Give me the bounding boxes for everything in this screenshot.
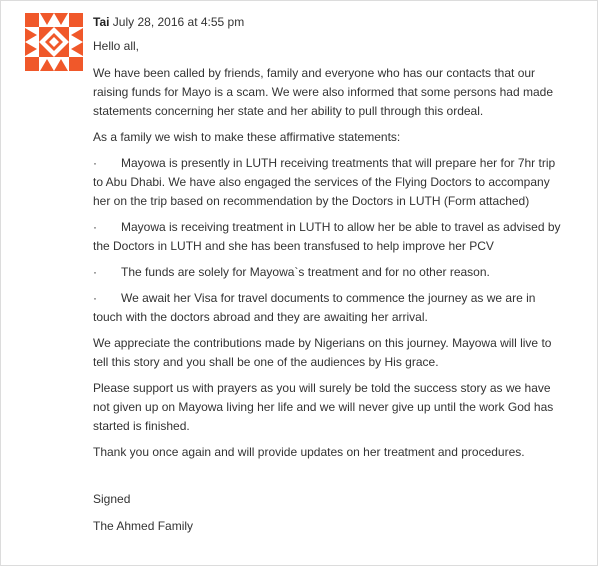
comment-body bbox=[93, 37, 563, 462]
comment bbox=[93, 13, 563, 544]
bullet-marker: · bbox=[93, 156, 97, 170]
paragraph: We appreciate the contributions made by Nigerians on this journey. Mayowa will live to tell this story and you shall be one of the audiences by His grace. bbox=[93, 336, 552, 369]
bullet-text: Mayowa is receiving treatment in LUTH to allow her be able to travel as advised by the Doctors in LUTH and she has been transfused to help improve her PCV bbox=[93, 220, 561, 253]
comment-author[interactable]: Tai bbox=[93, 15, 110, 29]
bullet-text: We await her Visa for travel documents to commence the journey as we are in touch with the doctors abroad and they are awaiting her arrival. bbox=[93, 291, 536, 324]
greeting: Hello all, bbox=[93, 39, 140, 53]
signature: The Ahmed Family bbox=[93, 519, 194, 533]
signoff bbox=[93, 490, 563, 536]
paragraph: Thank you once again and will provide updates on her treatment and procedures. bbox=[93, 445, 525, 459]
bullet-marker: · bbox=[93, 220, 97, 234]
bullet-text: The funds are solely for Mayowa`s treatment and for no other reason. bbox=[121, 265, 490, 279]
comment-date[interactable]: July 28, 2016 at 4:55 pm bbox=[112, 15, 245, 29]
signed-label: Signed bbox=[93, 492, 131, 506]
bullet-item bbox=[93, 289, 563, 327]
comment-meta bbox=[93, 13, 563, 32]
paragraph: We have been called by friends, family and everyone who has our contacts that our raising funds for Mayo is a scam. We were also informed that some persons had made statements concerning her state and her ability to pull through this ordeal. bbox=[93, 66, 553, 118]
bullet-marker: · bbox=[93, 291, 97, 305]
bullet-item bbox=[93, 263, 563, 282]
paragraph: Please support us with prayers as you will surely be told the success story as we have not given up on Mayowa living her life and we will never give up until the work God has started is finished. bbox=[93, 381, 554, 433]
bullet-item bbox=[93, 218, 563, 256]
spacer bbox=[93, 469, 563, 490]
paragraph: As a family we wish to make these affirmative statements: bbox=[93, 130, 401, 144]
bullet-text: Mayowa is presently in LUTH receiving treatments that will prepare her for 7hr trip to Abu Dhabi. We have also engaged the services of the Flying Doctors to accompany her on the trip based on recommendation by the Doctors in LUTH (Form attached) bbox=[93, 156, 556, 208]
bullet-marker: · bbox=[93, 265, 97, 279]
avatar-identicon-icon bbox=[25, 13, 83, 71]
bullet-item bbox=[93, 154, 563, 211]
